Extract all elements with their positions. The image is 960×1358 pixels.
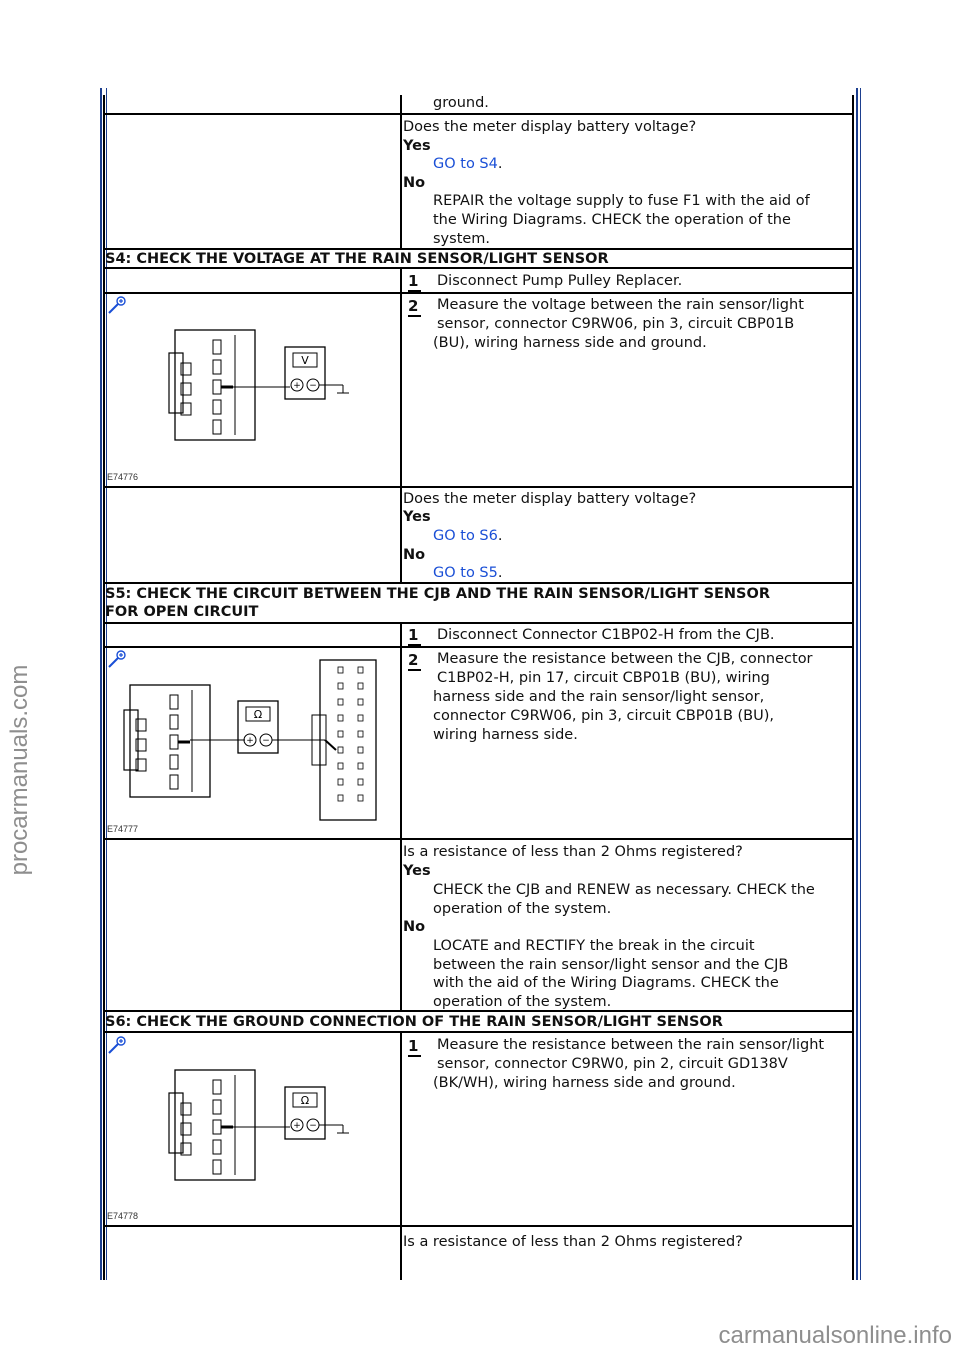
column-divider: [400, 488, 402, 582]
column-divider: [400, 840, 402, 1010]
table-right-edge: [852, 95, 854, 1280]
s5-title-line: FOR OPEN CIRCUIT: [105, 604, 259, 620]
column-divider: [400, 269, 402, 292]
row-divider: [103, 267, 854, 269]
question-text: Does the meter display battery voltage?: [403, 491, 697, 507]
svg-text:+: +: [293, 1121, 301, 1131]
resistance-test-diagram-cjb: [120, 655, 385, 825]
no-answer-line: with the aid of the Wiring Diagrams. CHECK the: [433, 975, 779, 991]
step-text-line: sensor, connector C9RW06, pin 3, circuit CBP01B: [437, 316, 795, 332]
no-answer-line: the Wiring Diagrams. CHECK the operation of the: [433, 212, 791, 228]
column-divider: [400, 624, 402, 646]
question-text: Does the meter display battery voltage?: [403, 119, 697, 135]
step-text-line: connector C9RW06, pin 3, circuit CBP01B (BU),: [433, 708, 774, 724]
row-divider: [103, 1225, 854, 1227]
figure-label: E74777: [107, 824, 139, 834]
watermark-bottom: carmanualsonline.info: [718, 1322, 952, 1349]
svg-text:−: −: [309, 1121, 317, 1131]
column-divider: [400, 95, 402, 113]
yes-answer-line: operation of the system.: [433, 901, 612, 917]
svg-text:−: −: [309, 381, 317, 391]
step-text-line: Measure the resistance between the CJB, connector: [437, 651, 813, 667]
go-to-s4-link[interactable]: GO to S4: [433, 156, 498, 172]
go-to-s6-link[interactable]: GO to S6: [433, 528, 498, 544]
column-divider: [400, 294, 402, 486]
meter-symbol: Ω: [300, 1094, 310, 1107]
meter-symbol: Ω: [253, 708, 263, 721]
zoom-icon[interactable]: [108, 1036, 126, 1054]
no-label: No: [403, 547, 426, 563]
meter-symbol: V: [301, 354, 309, 367]
zoom-icon[interactable]: [108, 296, 126, 314]
row-divider: [103, 582, 854, 584]
watermark-left: procarmanuals.com: [6, 664, 33, 876]
step-text-line: wiring harness side.: [433, 727, 578, 743]
yes-label: Yes: [403, 138, 431, 154]
no-answer-line: operation of the system.: [433, 994, 612, 1010]
row-divider: [103, 1010, 854, 1012]
row-divider: [103, 646, 854, 648]
column-divider: [400, 648, 402, 838]
no-answer-line: system.: [433, 231, 491, 247]
svg-text:−: −: [262, 736, 270, 746]
s5-title-line: S5: CHECK THE CIRCUIT BETWEEN THE CJB AND THE RAIN SENSOR/LIGHT SENSOR: [105, 586, 770, 602]
step-text-line: Measure the resistance between the rain sensor/light: [437, 1037, 825, 1053]
row-divider: [103, 1031, 854, 1033]
step-text-line: sensor, connector C9RW0, pin 2, circuit GD138V: [437, 1056, 788, 1072]
right-page-rule: [856, 88, 858, 1280]
yes-label: Yes: [403, 863, 431, 879]
svg-text:+: +: [293, 381, 301, 391]
row-divider: [103, 838, 854, 840]
svg-text:+: +: [246, 736, 254, 746]
step-text-line: (BK/WH), wiring harness side and ground.: [433, 1075, 736, 1091]
step-number: 2: [408, 651, 421, 671]
right-page-rule-thin: [860, 88, 861, 1280]
step-text-line: C1BP02-H, pin 17, circuit CBP01B (BU), wiring: [437, 670, 770, 686]
continuation-text: ground.: [433, 95, 489, 111]
step-number: 1: [408, 272, 421, 292]
step-number: 1: [408, 1037, 421, 1057]
column-divider: [400, 115, 402, 248]
step-text: Disconnect Pump Pulley Replacer.: [437, 273, 683, 289]
row-divider: [103, 622, 854, 624]
column-divider: [400, 1033, 402, 1225]
step-text-line: (BU), wiring harness side and ground.: [433, 335, 707, 351]
voltage-test-diagram: [165, 325, 355, 445]
no-answer: GO to S5.: [433, 565, 503, 581]
yes-answer: GO to S6.: [433, 528, 503, 544]
step-number: 1: [408, 626, 421, 646]
row-divider: [103, 113, 854, 115]
go-to-s5-link[interactable]: GO to S5: [433, 565, 498, 581]
no-answer-line: LOCATE and RECTIFY the break in the circuit: [433, 938, 755, 954]
table-left-edge: [103, 95, 105, 1280]
step-number: 2: [408, 297, 421, 317]
step-text-line: harness side and the rain sensor/light sensor,: [433, 689, 765, 705]
question-text: Is a resistance of less than 2 Ohms registered?: [403, 844, 743, 860]
yes-label: Yes: [403, 509, 431, 525]
row-divider: [103, 292, 854, 294]
step-text-line: Measure the voltage between the rain sensor/light: [437, 297, 804, 313]
no-answer-line: REPAIR the voltage supply to fuse F1 with the aid of: [433, 193, 810, 209]
step-text: Disconnect Connector C1BP02-H from the CJB.: [437, 627, 775, 643]
no-label: No: [403, 175, 426, 191]
no-answer-line: between the rain sensor/light sensor and the CJB: [433, 957, 789, 973]
ground-test-diagram: [165, 1065, 355, 1185]
question-text: Is a resistance of less than 2 Ohms registered?: [403, 1234, 743, 1250]
no-label: No: [403, 919, 426, 935]
yes-answer-line: CHECK the CJB and RENEW as necessary. CHECK the: [433, 882, 815, 898]
row-divider: [103, 486, 854, 488]
column-divider: [400, 1227, 402, 1280]
s6-title: S6: CHECK THE GROUND CONNECTION OF THE RAIN SENSOR/LIGHT SENSOR: [105, 1014, 723, 1030]
figure-label: E74776: [107, 472, 139, 482]
yes-answer: GO to S4.: [433, 156, 503, 172]
left-page-rule: [100, 88, 102, 1280]
s4-title: S4: CHECK THE VOLTAGE AT THE RAIN SENSOR/LIGHT SENSOR: [105, 251, 609, 267]
figure-label: E74778: [107, 1211, 139, 1221]
